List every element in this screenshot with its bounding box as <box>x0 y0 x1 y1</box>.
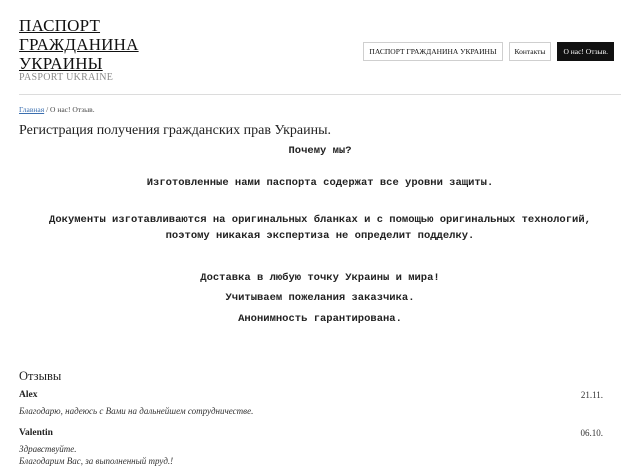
review-text-line: Благодарю, надеюсь с Вами на дальнейшем сотрудничестве. <box>19 406 254 416</box>
review-text <box>19 405 603 417</box>
promo-delivery: Доставка в любую точку Украины и мира! <box>200 272 440 284</box>
nav-item-passport[interactable]: ПАСПОРТ ГРАЖДАНИНА УКРАИНЫ <box>363 42 502 61</box>
promo-originals-line1: Документы изготавливаются на оригинальных бланках и с помощью оригинальных технологий, <box>49 214 591 226</box>
main-nav <box>363 42 614 61</box>
promo-anonymity: Анонимность гарантирована. <box>238 313 402 325</box>
promo-wishes: Учитываем пожелания заказчика. <box>225 292 415 304</box>
promo-protection: Изготовленные нами паспорта содержат все уровни защиты. <box>146 177 494 189</box>
breadcrumb <box>19 105 95 114</box>
nav-item-contacts[interactable]: Контакты <box>509 42 552 61</box>
review-author: Alex <box>19 390 38 400</box>
review-text <box>19 443 603 467</box>
reviews-heading: Отзывы <box>19 369 62 383</box>
site-header <box>0 0 640 95</box>
header-divider <box>19 94 621 95</box>
breadcrumb-home-link[interactable]: Главная <box>19 105 45 114</box>
promo-originals-line2: поэтому никакая экспертиза не определит подделку. <box>165 230 475 242</box>
review-item <box>19 390 603 417</box>
page-title: Регистрация получения гражданских прав Украины. <box>19 123 332 138</box>
review-text-line: Благодарим Вас, за выполненный труд.! <box>19 456 174 466</box>
breadcrumb-separator: / <box>46 105 49 114</box>
promo-why: Почему мы? <box>288 145 352 157</box>
breadcrumb-current: О нас! Отзыв. <box>50 105 95 114</box>
nav-item-about[interactable]: О нас! Отзыв. <box>557 42 614 61</box>
review-date: 21.11. <box>580 390 603 400</box>
site-subtitle: PASPORT UKRAINE <box>19 72 114 83</box>
review-author: Valentin <box>19 428 53 438</box>
review-text-line: Здравствуйте. <box>19 444 77 454</box>
site-title-link[interactable]: ПАСПОРТ ГРАЖДАНИНА УКРАИНЫ <box>19 16 139 73</box>
review-date: 06.10. <box>580 428 603 438</box>
review-item <box>19 428 603 467</box>
